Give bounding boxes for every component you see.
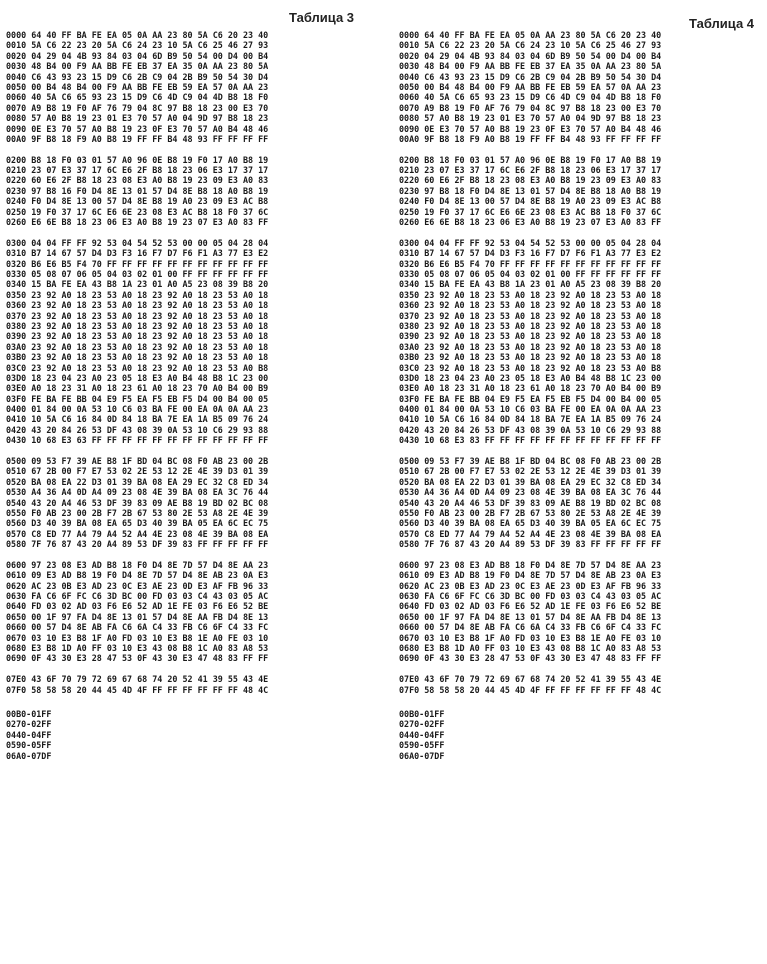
hex-line: 07E0 43 6F 70 79 72 69 67 68 74 20 52 41 39 55 43 4E	[6, 674, 269, 685]
hex-line: 0500 09 53 F7 39 AE B8 1F BD 04 BC 08 F0 AB 23 00 2B	[399, 456, 662, 467]
hex-line: 00A0 9F B8 18 F9 A0 B8 19 FF FF B4 48 93 FF FF FF FF	[6, 133, 269, 144]
hex-line: 0260 E6 6E B8 18 23 06 E3 A0 B8 19 23 07 E3 A0 83 FF	[6, 217, 269, 228]
hex-line: 0560 D3 40 39 BA 08 EA 65 D3 40 39 BA 05 EA 6C EC 75	[6, 518, 269, 529]
hex-line: 0600 97 23 08 E3 AD B8 18 F0 D4 8E 7D 57 D4 8E AA 23	[399, 559, 662, 570]
hex-block	[399, 456, 661, 550]
hex-line: 0340 15 BA FE EA 43 B8 1A 23 01 A0 A5 23 08 39 B8 20	[6, 279, 269, 290]
address-range: 0440-04FF	[6, 729, 52, 740]
hex-line: 0030 48 B4 00 F9 AA BB FE EB 37 EA 35 0A AA 23 80 5A	[399, 61, 662, 72]
address-range: 00B0-01FF	[6, 709, 52, 719]
hex-line: 03E0 A0 18 23 31 A0 18 23 61 A0 18 23 70 A0 B4 00 B9	[399, 383, 662, 394]
hex-line: 0500 09 53 F7 39 AE B8 1F BD 04 BC 08 F0 AB 23 00 2B	[6, 456, 269, 467]
hex-line: 0540 43 20 A4 46 53 DF 39 83 09 AE B8 19 BD 02 BC 08	[6, 497, 269, 508]
hex-line: 0240 F0 D4 8E 13 00 57 D4 8E B8 19 A0 23 09 E3 AC B8	[399, 196, 662, 207]
empty-address-ranges	[399, 709, 661, 761]
hex-line: 0050 00 B4 48 B4 00 F9 AA BB FE EB 59 EA 57 0A AA 23	[6, 81, 269, 92]
hex-line: 0430 10 68 E3 83 FF FF FF FF FF FF FF FF FF FF FF FF	[399, 435, 662, 446]
hex-line: 0210 23 07 E3 37 17 6C E6 2F B8 18 23 06 E3 17 37 17	[399, 165, 662, 176]
hex-line: 0420 43 20 84 26 53 DF 43 08 39 0A 53 10 C6 29 93 88	[399, 424, 662, 435]
hex-line: 03C0 23 92 A0 18 23 53 A0 18 23 92 A0 18 23 53 A0 B8	[6, 362, 269, 373]
hex-line: 0520 BA 08 EA 22 D3 01 39 BA 08 EA 29 EC 32 C8 ED 34	[6, 476, 269, 487]
hex-line: 0360 23 92 A0 18 23 53 A0 18 23 92 A0 18 23 53 A0 18	[399, 300, 662, 311]
hex-line: 0310 B7 14 67 57 D4 D3 F3 16 F7 D7 F6 F1 A3 77 E3 E2	[399, 248, 662, 259]
hex-line: 0640 FD 03 02 AD 03 F6 E6 52 AD 1E FE 03 F6 E6 52 BE	[6, 601, 269, 612]
hex-line: 0260 E6 6E B8 18 23 06 E3 A0 B8 19 23 07 E3 A0 83 FF	[399, 217, 662, 228]
hex-line: 0510 67 2B 00 F7 E7 53 02 2E 53 12 2E 4E 39 D3 01 39	[399, 466, 662, 477]
hex-line: 0620 AC 23 0B E3 AD 23 0C E3 AE 23 0D E3 AF FB 96 33	[6, 580, 269, 591]
hex-line: 00A0 9F B8 18 F9 A0 B8 19 FF FF B4 48 93 FF FF FF FF	[399, 133, 662, 144]
address-range: 0440-04FF	[399, 729, 445, 740]
hex-line: 03B0 23 92 A0 18 23 53 A0 18 23 92 A0 18 23 53 A0 18	[6, 352, 269, 363]
hex-line: 0310 B7 14 67 57 D4 D3 F3 16 F7 D7 F6 F1 A3 77 E3 E2	[6, 248, 269, 259]
hex-line: 0380 23 92 A0 18 23 53 A0 18 23 92 A0 18 23 53 A0 18	[6, 320, 269, 331]
hex-line: 0320 B6 E6 B5 F4 70 FF FF FF FF FF FF FF FF FF FF FF	[399, 258, 662, 269]
hex-line: 03C0 23 92 A0 18 23 53 A0 18 23 92 A0 18 23 53 A0 B8	[399, 362, 662, 373]
address-range: 0270-02FF	[399, 719, 445, 730]
hex-line: 0250 19 F0 37 17 6C E6 6E 23 08 E3 AC B8 18 F0 37 6C	[6, 206, 269, 217]
hex-line: 0680 E3 B8 1D A0 FF 03 10 E3 43 08 B8 1C A0 83 A8 53	[6, 643, 269, 654]
hex-line: 0620 AC 23 0B E3 AD 23 0C E3 AE 23 0D E3 AF FB 96 33	[399, 580, 662, 591]
address-range: 0270-02FF	[6, 719, 52, 730]
hex-line: 0200 B8 18 F0 03 01 57 A0 96 0E B8 19 F0 17 A0 B8 19	[6, 154, 269, 165]
hex-line: 0020 04 29 04 4B 93 84 03 04 6D B9 50 54 00 D4 00 B4	[6, 50, 269, 61]
hex-line: 0690 0F 43 30 E3 28 47 53 0F 43 30 E3 47 48 83 FF FF	[399, 653, 662, 664]
hex-line: 0400 01 84 00 0A 53 10 C6 03 BA FE 00 EA 0A 0A AA 23	[6, 404, 269, 415]
address-range: 06A0-07DF	[399, 750, 445, 761]
hex-line: 0530 A4 36 A4 0D A4 09 23 08 4E 39 BA 08 EA 3C 76 44	[6, 487, 269, 498]
hex-line: 0230 97 B8 16 F0 D4 8E 13 01 57 D4 8E B8 18 A0 B8 19	[6, 185, 269, 196]
table-3-hex-dump	[6, 30, 268, 761]
hex-line: 0010 5A C6 22 23 20 5A C6 24 23 10 5A C6 25 46 27 93	[399, 40, 662, 51]
hex-line: 0510 67 2B 00 F7 E7 53 02 2E 53 12 2E 4E 39 D3 01 39	[6, 466, 269, 477]
hex-line: 0580 7F 76 87 43 20 A4 89 53 DF 39 83 FF FF FF FF FF	[6, 539, 269, 550]
hex-block	[399, 155, 661, 228]
hex-line: 03F0 FE BA FE BB 04 E9 F5 EA F5 EB F5 D4 00 B4 00 05	[399, 393, 662, 404]
hex-line: 0020 04 29 04 4B 93 84 03 04 6D B9 50 54 00 D4 00 B4	[399, 50, 662, 61]
hex-block	[399, 30, 661, 144]
hex-line: 0070 A9 B8 19 F0 AF 76 79 04 8C 97 B8 18 23 00 E3 70	[6, 102, 269, 113]
hex-block	[6, 238, 268, 446]
hex-line: 03F0 FE BA FE BB 04 E9 F5 EA F5 EB F5 D4 00 B4 00 05	[6, 393, 269, 404]
table-4-hex-dump	[399, 30, 661, 761]
hex-block	[6, 155, 268, 228]
hex-line: 0060 40 5A C6 65 93 23 15 D9 C6 4D C9 04 4D B8 18 F0	[399, 92, 662, 103]
hex-line: 0050 00 B4 48 B4 00 F9 AA BB FE EB 59 EA 57 0A AA 23	[399, 81, 662, 92]
hex-line: 0370 23 92 A0 18 23 53 A0 18 23 92 A0 18 23 53 A0 18	[399, 310, 662, 321]
hex-line: 0090 0E E3 70 57 A0 B8 19 23 0F E3 70 57 A0 B4 48 46	[399, 123, 662, 134]
hex-line: 0060 40 5A C6 65 93 23 15 D9 C6 4D C9 04 4D B8 18 F0	[6, 92, 269, 103]
hex-line: 07F0 58 58 58 20 44 45 4D 4F FF FF FF FF FF FF 48 4C	[399, 684, 662, 695]
address-range: 00B0-01FF	[399, 709, 445, 719]
hex-line: 0240 F0 D4 8E 13 00 57 D4 8E B8 19 A0 23 09 E3 AC B8	[6, 196, 269, 207]
hex-line: 0200 B8 18 F0 03 01 57 A0 96 0E B8 19 F0 17 A0 B8 19	[399, 154, 662, 165]
hex-block	[399, 560, 661, 664]
hex-line: 0550 F0 AB 23 00 2B F7 2B 67 53 80 2E 53 A8 2E 4E 39	[6, 507, 269, 518]
hex-line: 0350 23 92 A0 18 23 53 A0 18 23 92 A0 18 23 53 A0 18	[6, 289, 269, 300]
hex-block	[399, 238, 661, 446]
hex-line: 0380 23 92 A0 18 23 53 A0 18 23 92 A0 18 23 53 A0 18	[399, 320, 662, 331]
hex-line: 0300 04 04 FF FF 92 53 04 54 52 53 00 00 05 04 28 04	[399, 237, 662, 248]
hex-line: 0410 10 5A C6 16 84 0D 84 18 BA 7E EA 1A B5 09 76 24	[399, 414, 662, 425]
hex-line: 0410 10 5A C6 16 84 0D 84 18 BA 7E EA 1A B5 09 76 24	[6, 414, 269, 425]
hex-line: 0080 57 A0 B8 19 23 01 E3 70 57 A0 04 9D 97 B8 18 23	[6, 113, 269, 124]
hex-line: 03E0 A0 18 23 31 A0 18 23 61 A0 18 23 70 A0 B4 00 B9	[6, 383, 269, 394]
hex-line: 03D0 18 23 04 23 A0 23 05 18 E3 A0 B4 48 B8 1C 23 00	[399, 372, 662, 383]
hex-line: 0550 F0 AB 23 00 2B F7 2B 67 53 80 2E 53 A8 2E 4E 39	[399, 507, 662, 518]
hex-line: 0300 04 04 FF FF 92 53 04 54 52 53 00 00 05 04 28 04	[6, 237, 269, 248]
hex-line: 0010 5A C6 22 23 20 5A C6 24 23 10 5A C6 25 46 27 93	[6, 40, 269, 51]
hex-line: 0220 60 E6 2F B8 18 23 08 E3 A0 B8 19 23 09 E3 A0 83	[6, 175, 269, 186]
hex-line: 03A0 23 92 A0 18 23 53 A0 18 23 92 A0 18 23 53 A0 18	[6, 341, 269, 352]
hex-line: 0670 03 10 E3 B8 1F A0 FD 03 10 E3 B8 1E A0 FE 03 10	[6, 632, 269, 643]
hex-line: 07F0 58 58 58 20 44 45 4D 4F FF FF FF FF FF FF 48 4C	[6, 684, 269, 695]
hex-line: 0520 BA 08 EA 22 D3 01 39 BA 08 EA 29 EC 32 C8 ED 34	[399, 476, 662, 487]
hex-line: 0610 09 E3 AD B8 19 F0 D4 8E 7D 57 D4 8E AB 23 0A E3	[6, 570, 269, 581]
hex-line: 0320 B6 E6 B5 F4 70 FF FF FF FF FF FF FF FF FF FF FF	[6, 258, 269, 269]
hex-line: 0530 A4 36 A4 0D A4 09 23 08 4E 39 BA 08 EA 3C 76 44	[399, 487, 662, 498]
hex-line: 0630 FA C6 6F FC C6 3D BC 00 FD 03 03 C4 43 03 05 AC	[399, 591, 662, 602]
hex-line: 0090 0E E3 70 57 A0 B8 19 23 0F E3 70 57 A0 B4 48 46	[6, 123, 269, 134]
hex-line: 0660 00 57 D4 8E AB FA C6 6A C4 33 FB C6 6F C4 33 FC	[399, 622, 662, 633]
hex-line: 0340 15 BA FE EA 43 B8 1A 23 01 A0 A5 23 08 39 B8 20	[399, 279, 662, 290]
hex-line: 0330 05 08 07 06 05 04 03 02 01 00 FF FF FF FF FF FF	[6, 268, 269, 279]
hex-line: 0210 23 07 E3 37 17 6C E6 2F B8 18 23 06 E3 17 37 17	[6, 165, 269, 176]
empty-address-ranges	[6, 709, 268, 761]
hex-line: 0330 05 08 07 06 05 04 03 02 01 00 FF FF FF FF FF FF	[399, 268, 662, 279]
hex-line: 0390 23 92 A0 18 23 53 A0 18 23 92 A0 18 23 53 A0 18	[399, 331, 662, 342]
hex-line: 0600 97 23 08 E3 AD B8 18 F0 D4 8E 7D 57 D4 8E AA 23	[6, 559, 269, 570]
hex-line: 0570 C8 ED 77 A4 79 A4 52 A4 4E 23 08 4E 39 BA 08 EA	[399, 528, 662, 539]
table-4-title: Таблица 4	[689, 16, 755, 31]
hex-block	[399, 674, 661, 695]
address-range: 06A0-07DF	[6, 750, 52, 761]
hex-line: 0000 64 40 FF BA FE EA 05 0A AA 23 80 5A C6 20 23 40	[6, 30, 269, 40]
hex-line: 0670 03 10 E3 B8 1F A0 FD 03 10 E3 B8 1E A0 FE 03 10	[399, 632, 662, 643]
hex-line: 0370 23 92 A0 18 23 53 A0 18 23 92 A0 18 23 53 A0 18	[6, 310, 269, 321]
hex-line: 03D0 18 23 04 23 A0 23 05 18 E3 A0 B4 48 B8 1C 23 00	[6, 372, 269, 383]
hex-line: 0640 FD 03 02 AD 03 F6 E6 52 AD 1E FE 03 F6 E6 52 BE	[399, 601, 662, 612]
hex-line: 0580 7F 76 87 43 20 A4 89 53 DF 39 83 FF FF FF FF FF	[399, 539, 662, 550]
hex-line: 0220 60 E6 2F B8 18 23 08 E3 A0 B8 19 23 09 E3 A0 83	[399, 175, 662, 186]
hex-line: 0610 09 E3 AD B8 19 F0 D4 8E 7D 57 D4 8E AB 23 0A E3	[399, 570, 662, 581]
hex-line: 03A0 23 92 A0 18 23 53 A0 18 23 92 A0 18 23 53 A0 18	[399, 341, 662, 352]
address-range: 0590-05FF	[6, 740, 52, 751]
hex-line: 0040 C6 43 93 23 15 D9 C6 2B C9 04 2B B9 50 54 30 D4	[399, 71, 662, 82]
hex-block	[6, 560, 268, 664]
hex-line: 0040 C6 43 93 23 15 D9 C6 2B C9 04 2B B9 50 54 30 D4	[6, 71, 269, 82]
hex-line: 0360 23 92 A0 18 23 53 A0 18 23 92 A0 18 23 53 A0 18	[6, 300, 269, 311]
hex-line: 0430 10 68 E3 63 FF FF FF FF FF FF FF FF FF FF FF FF	[6, 435, 269, 446]
hex-line: 0400 01 84 00 0A 53 10 C6 03 BA FE 00 EA 0A 0A AA 23	[399, 404, 662, 415]
address-range: 0590-05FF	[399, 740, 445, 751]
hex-line: 0250 19 F0 37 17 6C E6 6E 23 08 E3 AC B8 18 F0 37 6C	[399, 206, 662, 217]
hex-line: 0420 43 20 84 26 53 DF 43 08 39 0A 53 10 C6 29 93 88	[6, 424, 269, 435]
hex-line: 0650 00 1F 97 FA D4 8E 13 01 57 D4 8E AA FB D4 8E 13	[6, 611, 269, 622]
hex-line: 0630 FA C6 6F FC C6 3D BC 00 FD 03 03 C4 43 03 05 AC	[6, 591, 269, 602]
hex-line: 0080 57 A0 B8 19 23 01 E3 70 57 A0 04 9D 97 B8 18 23	[399, 113, 662, 124]
hex-line: 0560 D3 40 39 BA 08 EA 65 D3 40 39 BA 05 EA 6C EC 75	[399, 518, 662, 529]
hex-block	[6, 674, 268, 695]
hex-line: 0390 23 92 A0 18 23 53 A0 18 23 92 A0 18 23 53 A0 18	[6, 331, 269, 342]
hex-block	[6, 456, 268, 550]
table-3-title: Таблица 3	[289, 10, 355, 25]
hex-block	[6, 30, 268, 144]
hex-line: 0230 97 B8 18 F0 D4 8E 13 01 57 D4 8E B8 18 A0 B8 19	[399, 185, 662, 196]
hex-line: 0540 43 20 A4 46 53 DF 39 83 09 AE B8 19 BD 02 BC 08	[399, 497, 662, 508]
hex-line: 0650 00 1F 97 FA D4 8E 13 01 57 D4 8E AA FB D4 8E 13	[399, 611, 662, 622]
hex-line: 0030 48 B4 00 F9 AA BB FE EB 37 EA 35 0A AA 23 80 5A	[6, 61, 269, 72]
hex-line: 0350 23 92 A0 18 23 53 A0 18 23 92 A0 18 23 53 A0 18	[399, 289, 662, 300]
hex-line: 07E0 43 6F 70 79 72 69 67 68 74 20 52 41 39 55 43 4E	[399, 674, 662, 685]
hex-line: 03B0 23 92 A0 18 23 53 A0 18 23 92 A0 18 23 53 A0 18	[399, 352, 662, 363]
hex-line: 0680 E3 B8 1D A0 FF 03 10 E3 43 08 B8 1C A0 83 A8 53	[399, 643, 662, 654]
hex-line: 0070 A9 B8 19 F0 AF 76 79 04 8C 97 B8 18 23 00 E3 70	[399, 102, 662, 113]
hex-line: 0660 00 57 D4 8E AB FA C6 6A C4 33 FB C6 6F C4 33 FC	[6, 622, 269, 633]
hex-line: 0570 C8 ED 77 A4 79 A4 52 A4 4E 23 08 4E 39 BA 08 EA	[6, 528, 269, 539]
hex-line: 0690 0F 43 30 E3 28 47 53 0F 43 30 E3 47 48 83 FF FF	[6, 653, 269, 664]
hex-line: 0000 64 40 FF BA FE EA 05 0A AA 23 80 5A C6 20 23 40	[399, 30, 662, 40]
